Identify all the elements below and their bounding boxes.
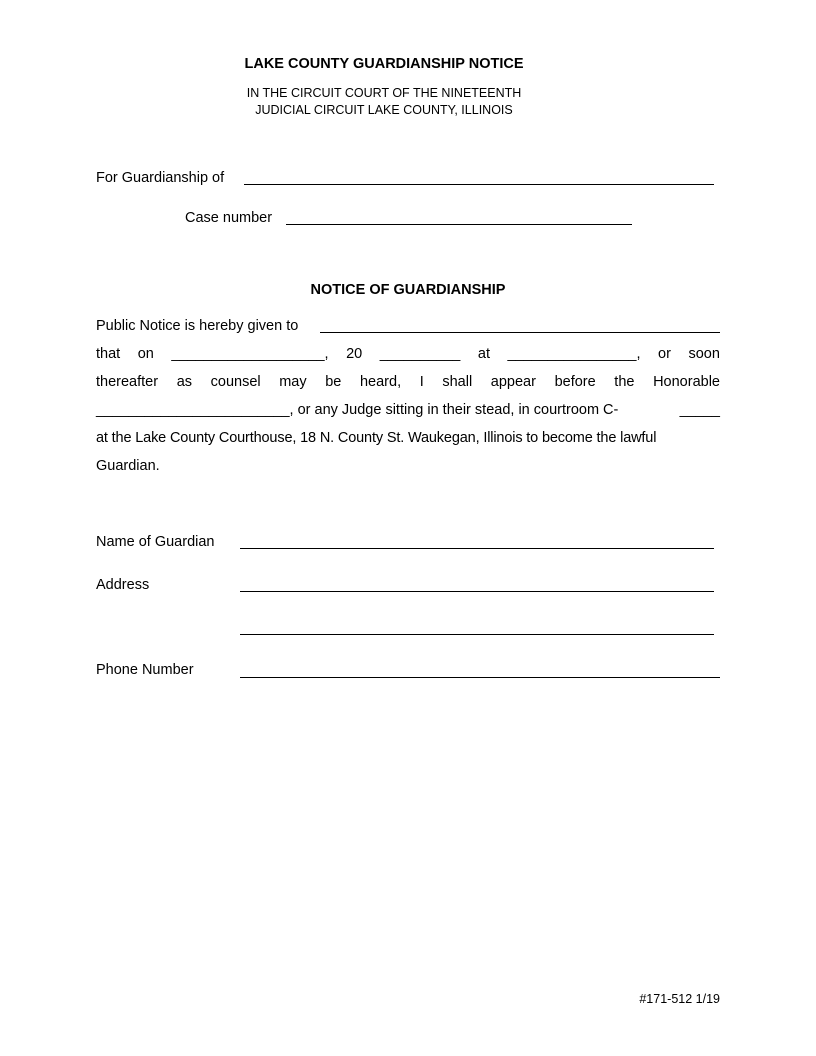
guardian-name-label: Name of Guardian: [96, 534, 215, 550]
address-line-2[interactable]: [240, 634, 714, 635]
word: or: [658, 346, 671, 362]
word: Honorable: [653, 374, 720, 390]
courtroom-blank[interactable]: _____: [679, 402, 720, 418]
phone-line[interactable]: [240, 677, 720, 678]
time-blank[interactable]: ________________,: [507, 346, 641, 362]
notice-line-1-text: Public Notice is hereby given to: [96, 318, 299, 334]
word: at: [477, 346, 490, 362]
case-number-line[interactable]: [286, 224, 632, 225]
page-title: LAKE COUNTY GUARDIANSHIP NOTICE: [244, 56, 524, 72]
judge-and-courtroom-text[interactable]: ________________________, or any Judge sitting in their stead, in courtroom C-: [96, 402, 619, 418]
word: that: [96, 346, 121, 362]
word: thereafter: [96, 374, 159, 390]
notice-line-5-text: at the Lake County Courthouse, 18 N. County St. Waukegan, Illinois to become the lawful: [96, 430, 657, 446]
word: soon: [688, 346, 720, 362]
word: before: [554, 374, 596, 390]
word: may: [279, 374, 307, 390]
notice-line-3: [96, 368, 720, 396]
word: counsel: [210, 374, 261, 390]
case-number-label: Case number: [185, 210, 273, 226]
address-line-1[interactable]: [240, 591, 714, 592]
notice-line-1: [96, 312, 720, 340]
notice-line-6-text: Guardian.: [96, 458, 160, 474]
form-number: #171-512 1/19: [639, 992, 720, 1006]
notice-paragraph: [96, 312, 720, 480]
guardian-name-line[interactable]: [240, 548, 714, 549]
guardianship-of-label: For Guardianship of: [96, 170, 225, 186]
phone-label: Phone Number: [96, 662, 194, 678]
year-blank[interactable]: __________: [379, 346, 461, 362]
notice-line-6: [96, 452, 720, 480]
notice-line-2: [96, 340, 720, 368]
word: I: [419, 374, 424, 390]
word: be: [325, 374, 342, 390]
notice-line-4: [96, 396, 720, 424]
notice-title: NOTICE OF GUARDIANSHIP: [310, 282, 506, 298]
court-subtitle-line2: JUDICIAL CIRCUIT LAKE COUNTY, ILLINOIS: [255, 103, 513, 117]
notice-recipient-line[interactable]: [320, 332, 720, 333]
court-subtitle-line1: IN THE CIRCUIT COURT OF THE NINETEENTH: [246, 86, 522, 100]
date-blank[interactable]: ___________________,: [171, 346, 329, 362]
word: appear: [490, 374, 536, 390]
word: shall: [442, 374, 473, 390]
address-label: Address: [96, 577, 150, 593]
notice-line-5: [96, 424, 720, 452]
word: 20: [346, 346, 363, 362]
word: as: [176, 374, 193, 390]
guardianship-of-line[interactable]: [244, 184, 714, 185]
word: heard,: [359, 374, 402, 390]
word: the: [614, 374, 635, 390]
word: on: [137, 346, 154, 362]
